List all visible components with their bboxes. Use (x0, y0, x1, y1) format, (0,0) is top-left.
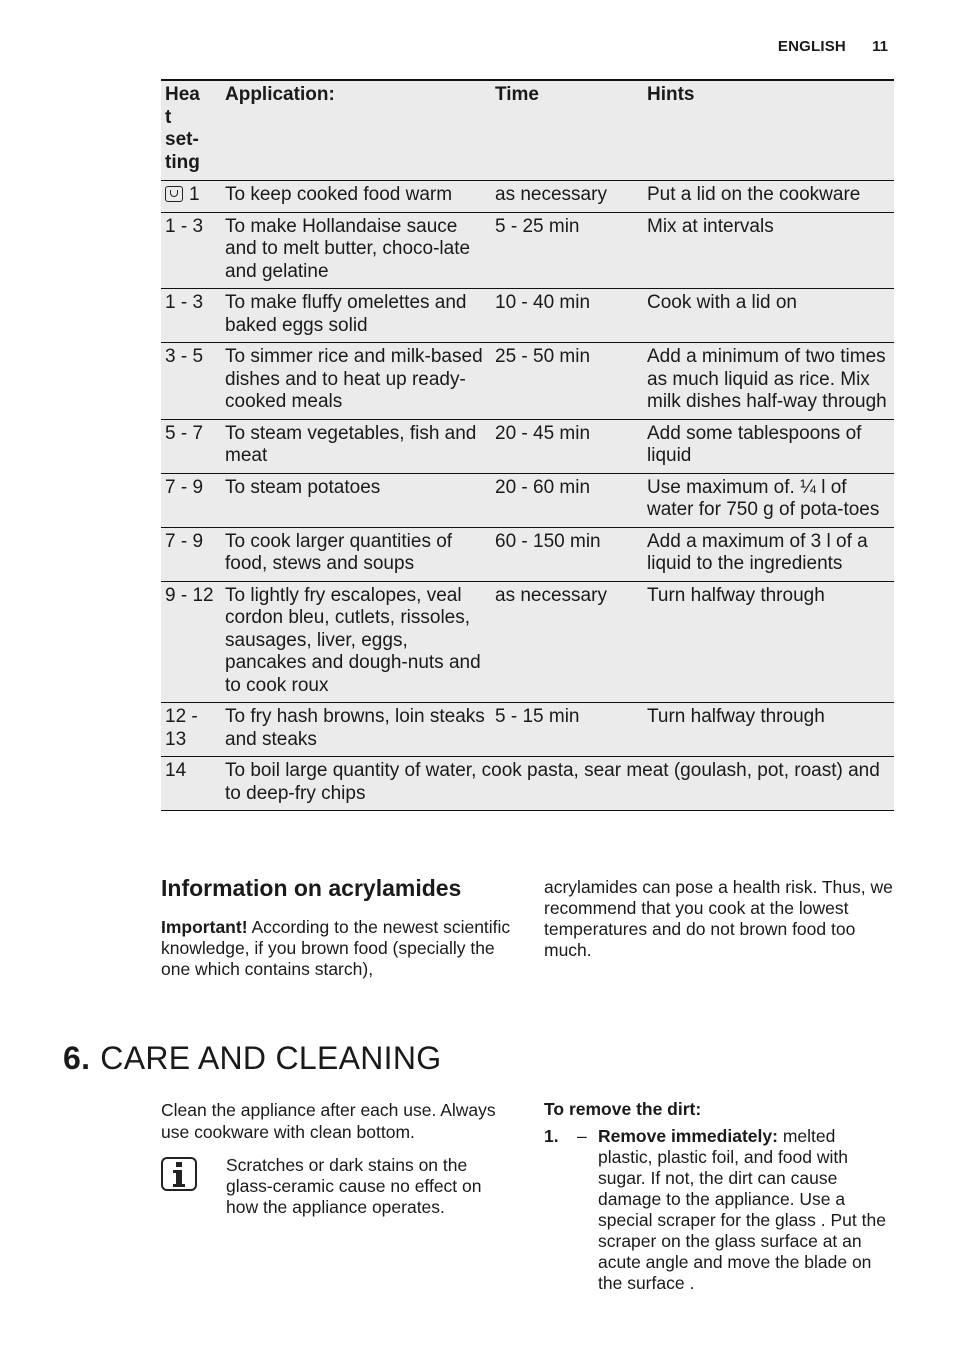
table-row (161, 527, 894, 581)
table-row (161, 289, 894, 343)
table-row (161, 757, 894, 811)
heat-cell: 1 - 3 (161, 289, 221, 343)
application-cell: To keep cooked food warm (221, 181, 491, 213)
application-cell: To simmer rice and milk-based dishes and to heat up ready-cooked meals (221, 343, 491, 420)
hints-cell: Turn halfway through (643, 703, 894, 757)
heat-cell: 7 - 9 (161, 527, 221, 581)
hints-cell: Add a maximum of 3 l of a liquid to the ingredients (643, 527, 894, 581)
heat-cell: 9 - 12 (161, 581, 221, 703)
section-title: CARE AND CLEANING (100, 1040, 442, 1076)
time-cell: 20 - 45 min (491, 419, 643, 473)
heat-cell: 14 (161, 757, 221, 811)
column-header-application: Application: (221, 80, 491, 181)
application-cell: To cook larger quantities of food, stews and soups (221, 527, 491, 581)
step-number: 1. (544, 1126, 559, 1146)
hints-cell: Add some tablespoons of liquid (643, 419, 894, 473)
table-row (161, 703, 894, 757)
language-label: ENGLISH (777, 38, 846, 55)
heat-cell: 12 - 13 (161, 703, 221, 757)
care-intro-text: Clean the appliance after each use. Always use cookware with clean bottom. (161, 1100, 496, 1142)
important-label: Important! (161, 917, 248, 937)
time-cell: 10 - 40 min (491, 289, 643, 343)
table-row (161, 212, 894, 289)
time-cell: 20 - 60 min (491, 473, 643, 527)
heat-cell: 3 - 5 (161, 343, 221, 420)
application-cell: To boil large quantity of water, cook pasta, sear meat (goulash, pot, roast) and to deep-fry chips (221, 757, 894, 811)
hints-cell: Put a lid on the cookware (643, 181, 894, 213)
time-cell: 5 - 15 min (491, 703, 643, 757)
column-header-time: Time (491, 80, 643, 181)
acrylamides-text-left (161, 917, 511, 980)
time-cell: 60 - 150 min (491, 527, 643, 581)
time-cell: 5 - 25 min (491, 212, 643, 289)
time-cell: as necessary (491, 181, 643, 213)
hints-cell: Add a minimum of two times as much liquid as rice. Mix milk dishes half-way through (643, 343, 894, 420)
application-cell: To lightly fry escalopes, veal cordon bleu, cutlets, rissoles, sausages, liver, eggs, pancakes and dough-nuts and to cook roux (221, 581, 491, 703)
table-row (161, 581, 894, 703)
heat-value: 1 (189, 184, 200, 205)
step-dash: – (577, 1126, 587, 1146)
table-row (161, 343, 894, 420)
step-text (598, 1126, 894, 1294)
acrylamides-body-left: According to the newest scientific knowledge, if you brown food (specially the one which contains starch), (161, 917, 511, 979)
table-header-row (161, 80, 894, 181)
heat-cell: 7 - 9 (161, 473, 221, 527)
column-header-heat-setting: Hea t set- ting (161, 80, 221, 181)
acrylamides-heading: Information on acrylamides (161, 875, 462, 901)
column-header-hints: Hints (643, 80, 894, 181)
hints-cell: Cook with a lid on (643, 289, 894, 343)
hints-cell: Mix at intervals (643, 212, 894, 289)
application-cell: To steam potatoes (221, 473, 491, 527)
application-cell: To fry hash browns, loin steaks and steaks (221, 703, 491, 757)
table-body (161, 181, 894, 811)
keep-warm-icon (165, 186, 183, 202)
application-cell: To make Hollandaise sauce and to melt butter, choco-late and gelatine (221, 212, 491, 289)
info-icon (161, 1157, 197, 1191)
step-body: melted plastic, plastic foil, and food with sugar. If not, the dirt can cause damage to the appliance. Use a special scraper for the glass . Put the scraper on the glass surface at an acute angle and move the blade on the surface . (598, 1126, 886, 1293)
hints-cell: Use maximum of. ¼ l of water for 750 g of pota-toes (643, 473, 894, 527)
heat-cell (161, 181, 221, 213)
info-note-text: Scratches or dark stains on the glass-ceramic cause no effect on how the appliance operates. (226, 1155, 482, 1217)
time-cell: 25 - 50 min (491, 343, 643, 420)
time-cell: as necessary (491, 581, 643, 703)
section-heading (63, 1040, 441, 1077)
remove-dirt-heading: To remove the dirt: (544, 1099, 702, 1119)
heat-settings-table (161, 79, 894, 811)
heat-cell: 1 - 3 (161, 212, 221, 289)
table-row (161, 181, 894, 213)
acrylamides-text-right: acrylamides can pose a health risk. Thus, we recommend that you cook at the lowest temperatures and do not brown food too much. (544, 877, 893, 960)
section-number: 6. (63, 1040, 91, 1076)
table-row (161, 473, 894, 527)
hints-cell: Turn halfway through (643, 581, 894, 703)
table-row (161, 419, 894, 473)
application-cell: To steam vegetables, fish and meat (221, 419, 491, 473)
heat-cell: 5 - 7 (161, 419, 221, 473)
page-header (778, 38, 888, 55)
application-cell: To make fluffy omelettes and baked eggs solid (221, 289, 491, 343)
info-glyph (171, 1162, 187, 1188)
page-number: 11 (872, 38, 888, 55)
step-bold-label: Remove immediately: (598, 1126, 778, 1146)
